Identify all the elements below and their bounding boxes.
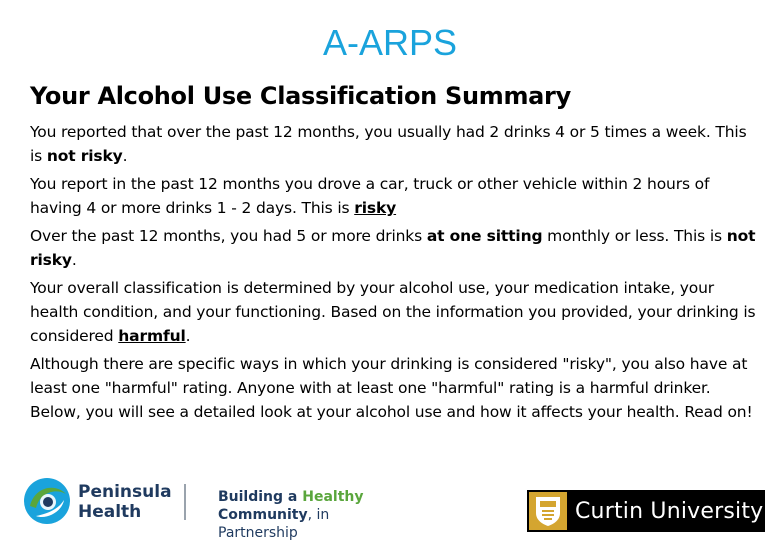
text: .	[122, 147, 128, 165]
text: Community	[218, 507, 308, 523]
summary-heading: Your Alcohol Use Classification Summary	[30, 82, 571, 110]
paragraph-binge	[30, 224, 760, 272]
text: Your overall classification is determined by your alcohol use, your medication intake, your health condition, and your functioning. Based on the information you provided, your drinking is considered	[30, 279, 756, 345]
text: monthly or less. This is	[542, 227, 727, 245]
partnership-tagline	[218, 488, 402, 542]
health-line: Health	[78, 502, 142, 522]
paragraph-driving	[30, 172, 760, 220]
curtin-crest-icon	[529, 492, 567, 530]
rating-not-risky: not risky	[30, 227, 756, 269]
paragraph-overall	[30, 276, 760, 348]
text: Over the past 12 months, you had 5 or more drinks	[30, 227, 427, 245]
text: Healthy	[302, 489, 364, 505]
rating-harmful: harmful	[118, 327, 186, 345]
paragraph-explanation: Although there are specific ways in which your drinking is considered "risky", you also have at least one "harmful" rating. Anyone with at least one "harmful" rating is a harmful drinker. Below, you will see a detailed look at your alcohol use and how it affects your health. Read on!	[30, 355, 753, 421]
paragraph-frequency	[30, 120, 760, 168]
text: Building a	[218, 489, 303, 505]
logo-divider	[184, 484, 186, 520]
text: You reported that over the past 12 months, you usually had 2 drinks 4 or 5 times a week. This is	[30, 123, 747, 165]
rating-not-risky: not risky	[46, 147, 123, 165]
rating-risky: risky	[354, 199, 397, 217]
peninsula-health-branding	[22, 474, 402, 541]
text: You report in the past 12 months you drove a car, truck or other vehicle within 2 hours of having 4 or more drinks 1 - 2 days. This is	[30, 175, 710, 217]
text: .	[185, 327, 191, 345]
emphasis-one-sitting: at one sitting	[426, 227, 543, 245]
peninsula-health-logo-icon	[22, 476, 72, 526]
peninsula-health-name	[78, 482, 172, 522]
curtin-university-logo	[527, 490, 765, 532]
text: , in Partnership	[218, 507, 330, 541]
peninsula-line: Peninsula	[78, 482, 172, 502]
curtin-university-name: Curtin University	[575, 498, 764, 524]
page-title: A-ARPS	[322, 22, 458, 63]
summary-body	[30, 120, 760, 428]
text: .	[71, 251, 77, 269]
